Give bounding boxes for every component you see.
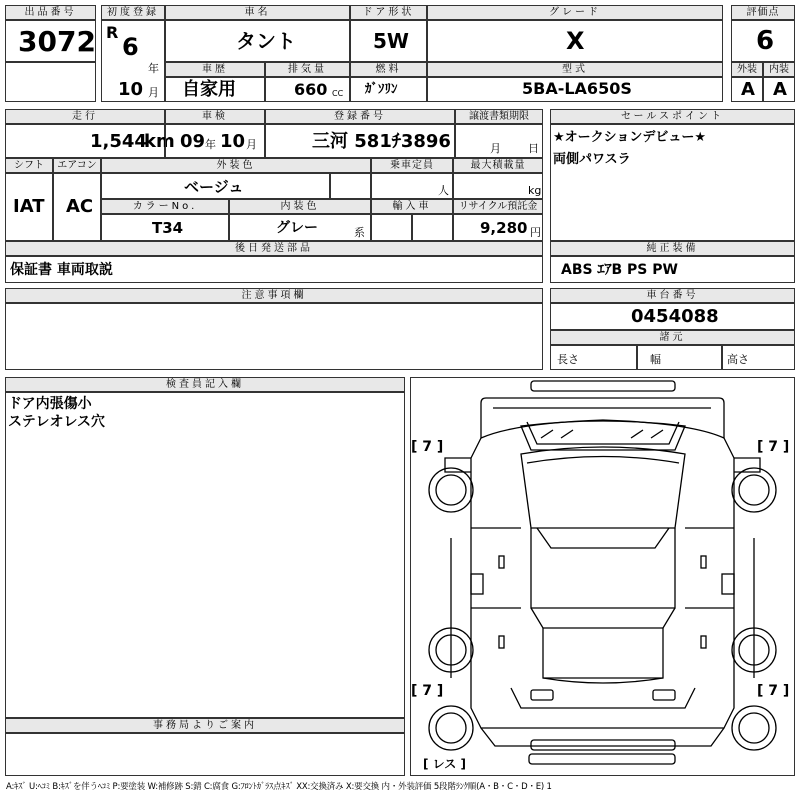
shift: IAT xyxy=(13,196,45,217)
ext-color-cell xyxy=(101,173,330,199)
transfer-cell xyxy=(455,124,543,158)
sales-point-cell xyxy=(550,124,795,241)
exterior-header: 外装 xyxy=(731,62,763,77)
mileage-header: 走行 xyxy=(5,109,165,124)
max-load-cell xyxy=(453,173,543,199)
int-color-cell xyxy=(229,214,371,241)
inspection-month: 10 xyxy=(220,131,246,152)
km-unit: km xyxy=(144,131,175,152)
first-reg-cell xyxy=(101,20,165,102)
color-no-cell xyxy=(101,214,229,241)
mileage: 1,544 xyxy=(90,131,147,152)
first-reg-header: 初度登録 xyxy=(101,5,165,20)
max-load-header: 最大積載量 xyxy=(453,158,543,173)
color-no: T34 xyxy=(152,219,184,237)
genuine-header: 純正装備 xyxy=(550,241,795,256)
displacement-header: 排気量 xyxy=(265,62,350,77)
door-header: ドア形状 xyxy=(350,5,427,20)
shift-header: シフト xyxy=(5,158,53,173)
car-diagram xyxy=(411,378,794,775)
damage-mark-bottom: [ レス ] xyxy=(423,757,466,771)
inspection-month-unit: 月 xyxy=(246,138,257,151)
import-cell-b xyxy=(412,214,453,241)
car-diagram-frame xyxy=(410,377,795,776)
chassis-header: 車台番号 xyxy=(550,288,795,303)
notes-cell xyxy=(5,303,543,370)
genuine-cell xyxy=(550,256,795,283)
reg-year: 6 xyxy=(122,33,139,61)
import-header: 輸入車 xyxy=(371,199,453,214)
import-cell-a xyxy=(371,214,412,241)
chassis-no: 0454088 xyxy=(631,306,719,327)
color-no-header: カラーNo. xyxy=(101,199,229,214)
capacity-cell xyxy=(371,173,453,199)
history: 自家用 xyxy=(182,79,236,100)
car-name: タント xyxy=(236,29,296,53)
height-cell xyxy=(722,345,795,370)
displacement: 660 xyxy=(294,80,328,99)
capacity-header: 乗車定員 xyxy=(371,158,453,173)
year-unit: 年 xyxy=(148,62,159,75)
sales-point-header: セールスポイント xyxy=(550,109,795,124)
month-unit: 月 xyxy=(148,86,159,99)
recycle-header: リサイクル預託金 xyxy=(453,199,543,214)
score-header: 評価点 xyxy=(731,5,795,20)
ext-color-header: 外装色 xyxy=(101,158,371,173)
inspector-line2: ステレオレス穴 xyxy=(8,414,106,430)
grade-cell xyxy=(427,20,723,62)
int-color-unit: 系 xyxy=(354,226,365,239)
displacement-cell xyxy=(265,77,350,102)
width-cell xyxy=(637,345,722,370)
office-cell xyxy=(5,733,405,776)
door-type: 5W xyxy=(373,29,409,53)
office-header: 事務局よりご案内 xyxy=(5,718,405,733)
era: R xyxy=(106,23,119,42)
specs-header: 諸元 xyxy=(550,330,795,345)
notes-header: 注意事項欄 xyxy=(5,288,543,303)
model-header: 型式 xyxy=(427,62,723,77)
car-name-header: 車名 xyxy=(165,5,350,20)
door-cell xyxy=(350,20,427,62)
inspector-header: 検査員記入欄 xyxy=(5,377,405,392)
inspector-cell xyxy=(5,392,405,718)
score-cell xyxy=(731,20,795,62)
lot-number-header: 出品番号 xyxy=(5,5,96,20)
ext-color-blank xyxy=(330,173,371,199)
length-cell xyxy=(550,345,637,370)
inspection-header: 車検 xyxy=(165,109,265,124)
reg-month: 10 xyxy=(118,79,144,100)
lot-blank-cell xyxy=(5,62,96,102)
reg-no-header: 登録番号 xyxy=(265,109,455,124)
history-cell xyxy=(165,77,265,102)
damage-mark-rear-left: [ 7 ] xyxy=(411,683,444,699)
inspection-year-unit: 年 xyxy=(205,138,216,151)
interior-grade: A xyxy=(773,79,787,100)
shift-cell xyxy=(5,173,53,241)
transfer-day-unit: 日 xyxy=(528,142,539,155)
inspection-year: 09 xyxy=(180,131,206,152)
recycle-cell xyxy=(453,214,543,241)
inspection-cell xyxy=(165,124,265,158)
capacity-unit: 人 xyxy=(438,184,449,197)
score: 6 xyxy=(756,26,775,56)
damage-legend: A:ｷｽﾞ U:ﾍｺﾐ B:ｷｽﾞを伴うﾍｺﾐ P:要塗装 W:補修跡 S:錆 C:腐食 G:ﾌﾛﾝﾄｶﾞﾗｽ点ｷｽﾞ XX:交換済み X:要交換 内・外装評価 5段階ﾗﾝｸ順(A・B・C・D・E) 1 xyxy=(6,782,552,792)
ext-color: ベージュ xyxy=(184,178,244,196)
reg-no-cell xyxy=(265,124,455,158)
sales-point-line1: ★オークションデビュー★ xyxy=(553,130,707,145)
interior-header: 内装 xyxy=(763,62,795,77)
lot-number: 3072 xyxy=(18,25,96,58)
recycle: 9,280 xyxy=(480,219,528,237)
model-cell xyxy=(427,77,723,102)
car-name-cell xyxy=(165,20,350,62)
damage-mark-front-left: [ 7 ] xyxy=(411,439,444,455)
fuel: ｶﾞｿﾘﾝ xyxy=(365,82,398,97)
length-label: 長さ xyxy=(557,353,579,366)
sales-point-line2: 両側パワスラ xyxy=(553,152,631,167)
cc-unit: CC xyxy=(332,89,344,98)
damage-mark-rear-right: [ 7 ] xyxy=(757,683,790,699)
aircon-header: エアコン xyxy=(53,158,101,173)
exterior-grade: A xyxy=(741,79,755,100)
damage-mark-front-right: [ 7 ] xyxy=(757,439,790,455)
inspector-line1: ドア内張傷小 xyxy=(8,396,92,412)
later-parts-cell xyxy=(5,256,543,283)
fuel-header: 燃料 xyxy=(350,62,427,77)
fuel-cell xyxy=(350,77,427,102)
transfer-month-unit: 月 xyxy=(490,142,501,155)
aircon: AC xyxy=(66,196,94,217)
genuine-equipment: ABS ｴｱB PS PW xyxy=(561,262,678,278)
aircon-cell xyxy=(53,173,101,241)
later-parts-header: 後日発送部品 xyxy=(5,241,543,256)
history-header: 車歴 xyxy=(165,62,265,77)
int-color: グレー xyxy=(276,220,318,236)
chassis-cell xyxy=(550,303,795,330)
width-label: 幅 xyxy=(650,353,661,366)
reg-no: 三河 581ﾁ3896 xyxy=(312,131,451,152)
grade: X xyxy=(566,27,585,55)
mileage-cell xyxy=(5,124,175,158)
grade-header: グレード xyxy=(427,5,723,20)
interior-cell xyxy=(763,77,795,102)
recycle-unit: 円 xyxy=(530,226,541,239)
transfer-header: 譲渡書類期限 xyxy=(455,109,543,124)
exterior-cell xyxy=(731,77,763,102)
max-load-unit: kg xyxy=(528,184,542,197)
later-parts: 保証書 車両取説 xyxy=(10,262,113,278)
height-label: 高さ xyxy=(727,353,749,366)
lot-number-cell xyxy=(5,20,96,62)
model: 5BA-LA650S xyxy=(522,79,632,98)
int-color-header: 内装色 xyxy=(229,199,371,214)
